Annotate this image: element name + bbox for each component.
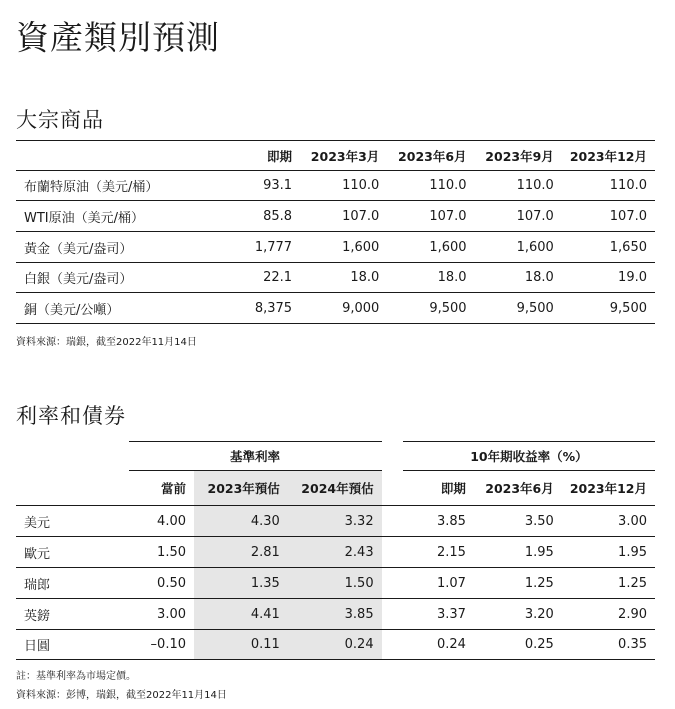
commodities-header-mar23: 2023年3月 bbox=[300, 141, 387, 171]
cell-value: 4.30 bbox=[194, 506, 288, 537]
cell-value: 9,500 bbox=[562, 293, 655, 324]
cell-value: 107.0 bbox=[475, 201, 562, 232]
rates-group-yield: 10年期收益率（%） bbox=[403, 442, 655, 471]
cell-value: 0.50 bbox=[129, 568, 195, 599]
cell-value: 1.50 bbox=[288, 568, 382, 599]
cell-value: 18.0 bbox=[387, 263, 474, 293]
cell-value: 1,600 bbox=[387, 232, 474, 263]
cell-value: 107.0 bbox=[562, 201, 655, 232]
table-row bbox=[16, 537, 655, 568]
rates-group-policy: 基準利率 bbox=[129, 442, 382, 471]
cell-value: 85.8 bbox=[227, 201, 300, 232]
cell-value: 8,375 bbox=[227, 293, 300, 324]
cell-value: 2.15 bbox=[403, 537, 474, 568]
cell-value: 107.0 bbox=[387, 201, 474, 232]
cell-value: 9,500 bbox=[475, 293, 562, 324]
cell-value: 9,500 bbox=[387, 293, 474, 324]
cell-gap bbox=[382, 506, 403, 537]
cell-value: 9,000 bbox=[300, 293, 387, 324]
cell-value: 4.41 bbox=[194, 599, 288, 630]
rates-header-gap bbox=[382, 471, 403, 506]
table-row bbox=[16, 232, 655, 263]
cell-value: 3.85 bbox=[403, 506, 474, 537]
row-label: 歐元 bbox=[16, 537, 129, 568]
cell-value: –0.10 bbox=[129, 630, 195, 660]
commodities-table bbox=[16, 140, 655, 324]
cell-value: 1,650 bbox=[562, 232, 655, 263]
commodities-header-sep23: 2023年9月 bbox=[475, 141, 562, 171]
table-row bbox=[16, 293, 655, 324]
rates-table bbox=[16, 441, 655, 660]
row-label: 美元 bbox=[16, 506, 129, 537]
cell-value: 1.25 bbox=[562, 568, 655, 599]
commodities-section-title: 大宗商品 bbox=[16, 108, 104, 132]
table-row bbox=[16, 568, 655, 599]
cell-gap bbox=[382, 537, 403, 568]
cell-value: 1,777 bbox=[227, 232, 300, 263]
table-row bbox=[16, 171, 655, 201]
cell-value: 1.07 bbox=[403, 568, 474, 599]
cell-value: 3.37 bbox=[403, 599, 474, 630]
cell-value: 0.25 bbox=[474, 630, 562, 660]
row-label: 瑞郎 bbox=[16, 568, 129, 599]
cell-value: 22.1 bbox=[227, 263, 300, 293]
cell-value: 2.43 bbox=[288, 537, 382, 568]
cell-value: 3.20 bbox=[474, 599, 562, 630]
commodities-source-note: 資料來源：瑞銀，截至2022年11月14日 bbox=[16, 337, 197, 348]
table-row bbox=[16, 201, 655, 232]
table-row bbox=[16, 630, 655, 660]
cell-value: 1.95 bbox=[474, 537, 562, 568]
rates-header-2024-est: 2024年預估 bbox=[288, 471, 382, 506]
row-label: 英鎊 bbox=[16, 599, 129, 630]
cell-value: 1,600 bbox=[300, 232, 387, 263]
cell-value: 110.0 bbox=[475, 171, 562, 201]
rates-header-spot: 即期 bbox=[403, 471, 474, 506]
row-label: 日圓 bbox=[16, 630, 129, 660]
cell-value: 4.00 bbox=[129, 506, 195, 537]
cell-value: 1.50 bbox=[129, 537, 195, 568]
cell-value: 3.85 bbox=[288, 599, 382, 630]
commodities-header-jun23: 2023年6月 bbox=[387, 141, 474, 171]
row-label: 黃金（美元/盎司） bbox=[16, 232, 227, 263]
rates-source-note: 資料來源：彭博，瑞銀，截至2022年11月14日 bbox=[16, 690, 227, 701]
rates-header-blank bbox=[16, 471, 129, 506]
cell-value: 107.0 bbox=[300, 201, 387, 232]
row-label: WTI原油（美元/桶） bbox=[16, 201, 227, 232]
row-label: 銅（美元/公噸） bbox=[16, 293, 227, 324]
cell-value: 18.0 bbox=[300, 263, 387, 293]
cell-value: 0.24 bbox=[288, 630, 382, 660]
commodities-header-blank bbox=[16, 141, 227, 171]
row-label: 布蘭特原油（美元/桶） bbox=[16, 171, 227, 201]
commodities-header-spot: 即期 bbox=[227, 141, 300, 171]
cell-value: 1.25 bbox=[474, 568, 562, 599]
cell-value: 110.0 bbox=[562, 171, 655, 201]
rates-header-current: 當前 bbox=[129, 471, 195, 506]
cell-value: 3.00 bbox=[129, 599, 195, 630]
table-row bbox=[16, 599, 655, 630]
cell-value: 0.11 bbox=[194, 630, 288, 660]
cell-value: 3.00 bbox=[562, 506, 655, 537]
cell-value: 3.50 bbox=[474, 506, 562, 537]
rates-group-blank bbox=[16, 442, 129, 471]
cell-value: 2.90 bbox=[562, 599, 655, 630]
rates-header-2023-est: 2023年預估 bbox=[194, 471, 288, 506]
cell-value: 1.35 bbox=[194, 568, 288, 599]
cell-value: 18.0 bbox=[475, 263, 562, 293]
cell-value: 2.81 bbox=[194, 537, 288, 568]
cell-value: 110.0 bbox=[300, 171, 387, 201]
rates-footnote: 註：基準利率為市場定價。 bbox=[16, 671, 136, 682]
cell-value: 19.0 bbox=[562, 263, 655, 293]
rates-section-title: 利率和債券 bbox=[16, 404, 126, 428]
commodities-header-dec23: 2023年12月 bbox=[562, 141, 655, 171]
rates-header-jun23: 2023年6月 bbox=[474, 471, 562, 506]
cell-gap bbox=[382, 568, 403, 599]
cell-value: 110.0 bbox=[387, 171, 474, 201]
cell-value: 1,600 bbox=[475, 232, 562, 263]
cell-value: 1.95 bbox=[562, 537, 655, 568]
cell-gap bbox=[382, 630, 403, 660]
rates-group-gap bbox=[382, 442, 403, 471]
page-title: 資產類別預測 bbox=[16, 18, 220, 57]
cell-value: 0.24 bbox=[403, 630, 474, 660]
table-row bbox=[16, 263, 655, 293]
rates-header-dec23: 2023年12月 bbox=[562, 471, 655, 506]
cell-gap bbox=[382, 599, 403, 630]
cell-value: 93.1 bbox=[227, 171, 300, 201]
table-row bbox=[16, 506, 655, 537]
cell-value: 3.32 bbox=[288, 506, 382, 537]
row-label: 白銀（美元/盎司） bbox=[16, 263, 227, 293]
cell-value: 0.35 bbox=[562, 630, 655, 660]
